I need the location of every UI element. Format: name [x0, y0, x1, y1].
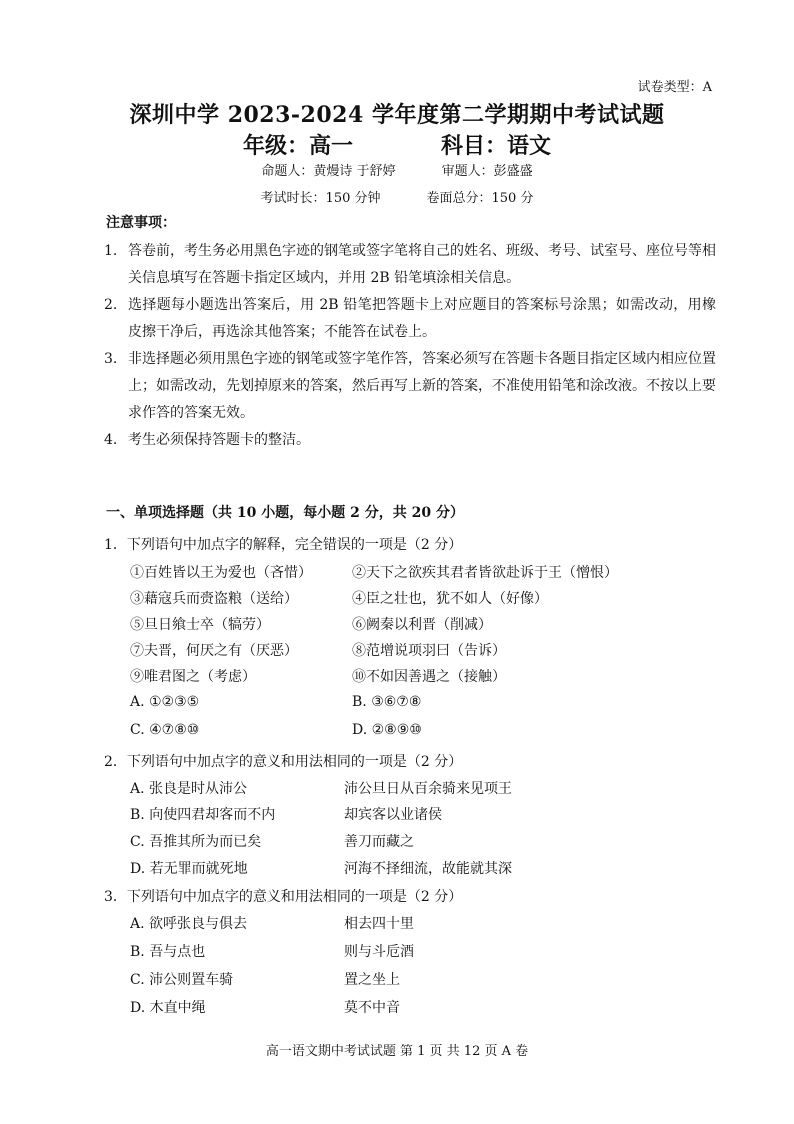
item-text: ⑧范增说项羽曰（告诉）: [352, 643, 506, 659]
item-text: ⑤旦日飨士卒（犒劳）: [130, 617, 270, 633]
question-2-stem: 2．下列语句中加点字的意义和用法相同的一项是（2 分）: [104, 754, 463, 770]
option-left: D. 若无罪而就死地: [130, 861, 248, 877]
option-left: C. 沛公则置车骑: [130, 972, 234, 988]
grade-label: 年级：高一: [242, 134, 353, 159]
item-text: ①百姓皆以王为爱也（吝惜）: [130, 565, 312, 581]
duration-line: [0, 187, 794, 206]
question-1-stem: 1．下列语句中加点字的解释，完全错误的一项是（2 分）: [104, 537, 463, 553]
item-text: ⑨唯君图之（考虑）: [130, 669, 256, 685]
duration-label: 考试时长：150 分钟: [260, 191, 381, 206]
option-right: 莫不中音: [344, 1000, 400, 1016]
notice-text: 选择题每小题选出答案后，用 2B 铅笔把答题卡上对应题目的答案标号涂黑；如需改动，用橡皮擦干净后，再选涂其他答案；不能答在试卷上。: [128, 297, 716, 340]
notice-number: 3.: [104, 351, 118, 367]
notice-number: 1.: [104, 243, 118, 259]
option-right: 河海不择细流，故能就其深: [344, 861, 512, 877]
answer-option: D. ②⑧⑨⑩: [352, 722, 422, 738]
subject-label: 科目：语文: [441, 134, 552, 159]
option-right: 相去四十里: [344, 916, 414, 932]
answer-option: B. ③⑥⑦⑧: [352, 694, 422, 710]
setter-line: [0, 160, 794, 179]
option-left: D. 木直中绳: [130, 1000, 206, 1016]
notice-text: 考生必须保持答题卡的整洁。: [128, 432, 310, 448]
grade-subject-line: [0, 129, 794, 160]
total-score-label: 卷面总分：150 分: [426, 191, 534, 206]
item-text: ③藉寇兵而赍盗粮（送给）: [130, 591, 298, 607]
notice-list: [104, 238, 716, 454]
answer-option: A. ①②③⑤: [130, 694, 200, 710]
notice-text: 非选择题必须用黑色字迹的钢笔或签字笔作答，答案必须写在答题卡各题目指定区域内相应位置上；如需改动，先划掉原来的答案，然后再写上新的答案，不准使用铅笔和涂改液。不按以上要求作答的答案无效。: [128, 351, 716, 421]
item-text: ⑥阙秦以利晋（削减）: [352, 617, 492, 633]
setter-label: 命题人：黄熳诗 于舒婷: [261, 164, 396, 179]
option-right: 却宾客以业诸侯: [344, 807, 442, 823]
item-text: ⑩不如因善遇之（接触）: [352, 669, 506, 685]
item-text: ④臣之壮也，犹不如人（好像）: [352, 591, 548, 607]
notice-number: 4.: [104, 432, 118, 448]
page-footer: 高一语文期中考试试题 第 1 页 共 12 页 A 卷: [265, 1044, 529, 1059]
notice-number: 2.: [104, 297, 118, 313]
exam-title: 深圳中学 2023-2024 学年度第二学期期中考试试题: [129, 102, 665, 128]
notice-item: [104, 292, 716, 346]
notice-item: [104, 238, 716, 292]
notice-item: [104, 346, 716, 427]
reviewer-label: 审题人：彭盛盛: [441, 164, 533, 179]
option-right: 沛公旦日从百余骑来见项王: [344, 781, 512, 797]
option-left: C. 吾推其所为而已矣: [130, 834, 262, 850]
notice-text: 答卷前，考生务必用黑色字迹的钢笔或签字笔将自己的姓名、班级、考号、试室号、座位号等相关信息填写在答题卡指定区域内，并用 2B 铅笔填涂相关信息。: [128, 243, 716, 286]
paper-type-label: 试卷类型：A: [637, 80, 712, 95]
answer-option: C. ④⑦⑧⑩: [130, 722, 200, 738]
option-left: B. 向使四君却客而不内: [130, 807, 276, 823]
notice-item: [104, 427, 716, 454]
item-text: ⑦夫晋，何厌之有（厌恶）: [130, 643, 298, 659]
notice-heading: 注意事项：: [106, 215, 176, 231]
item-text: ②天下之欲疾其君者皆欲赴诉于王（憎恨）: [352, 565, 618, 581]
option-right: 善刀而藏之: [344, 834, 414, 850]
option-left: A. 张良是时从沛公: [130, 781, 248, 797]
option-left: B. 吾与点也: [130, 944, 206, 960]
section-heading: 一、单项选择题（共 10 小题，每小题 2 分，共 20 分）: [106, 505, 464, 521]
question-3-stem: 3．下列语句中加点字的意义和用法相同的一项是（2 分）: [104, 889, 463, 905]
option-right: 则与斗卮酒: [344, 944, 414, 960]
option-left: A. 欲呼张良与俱去: [130, 916, 248, 932]
option-right: 置之坐上: [344, 972, 400, 988]
